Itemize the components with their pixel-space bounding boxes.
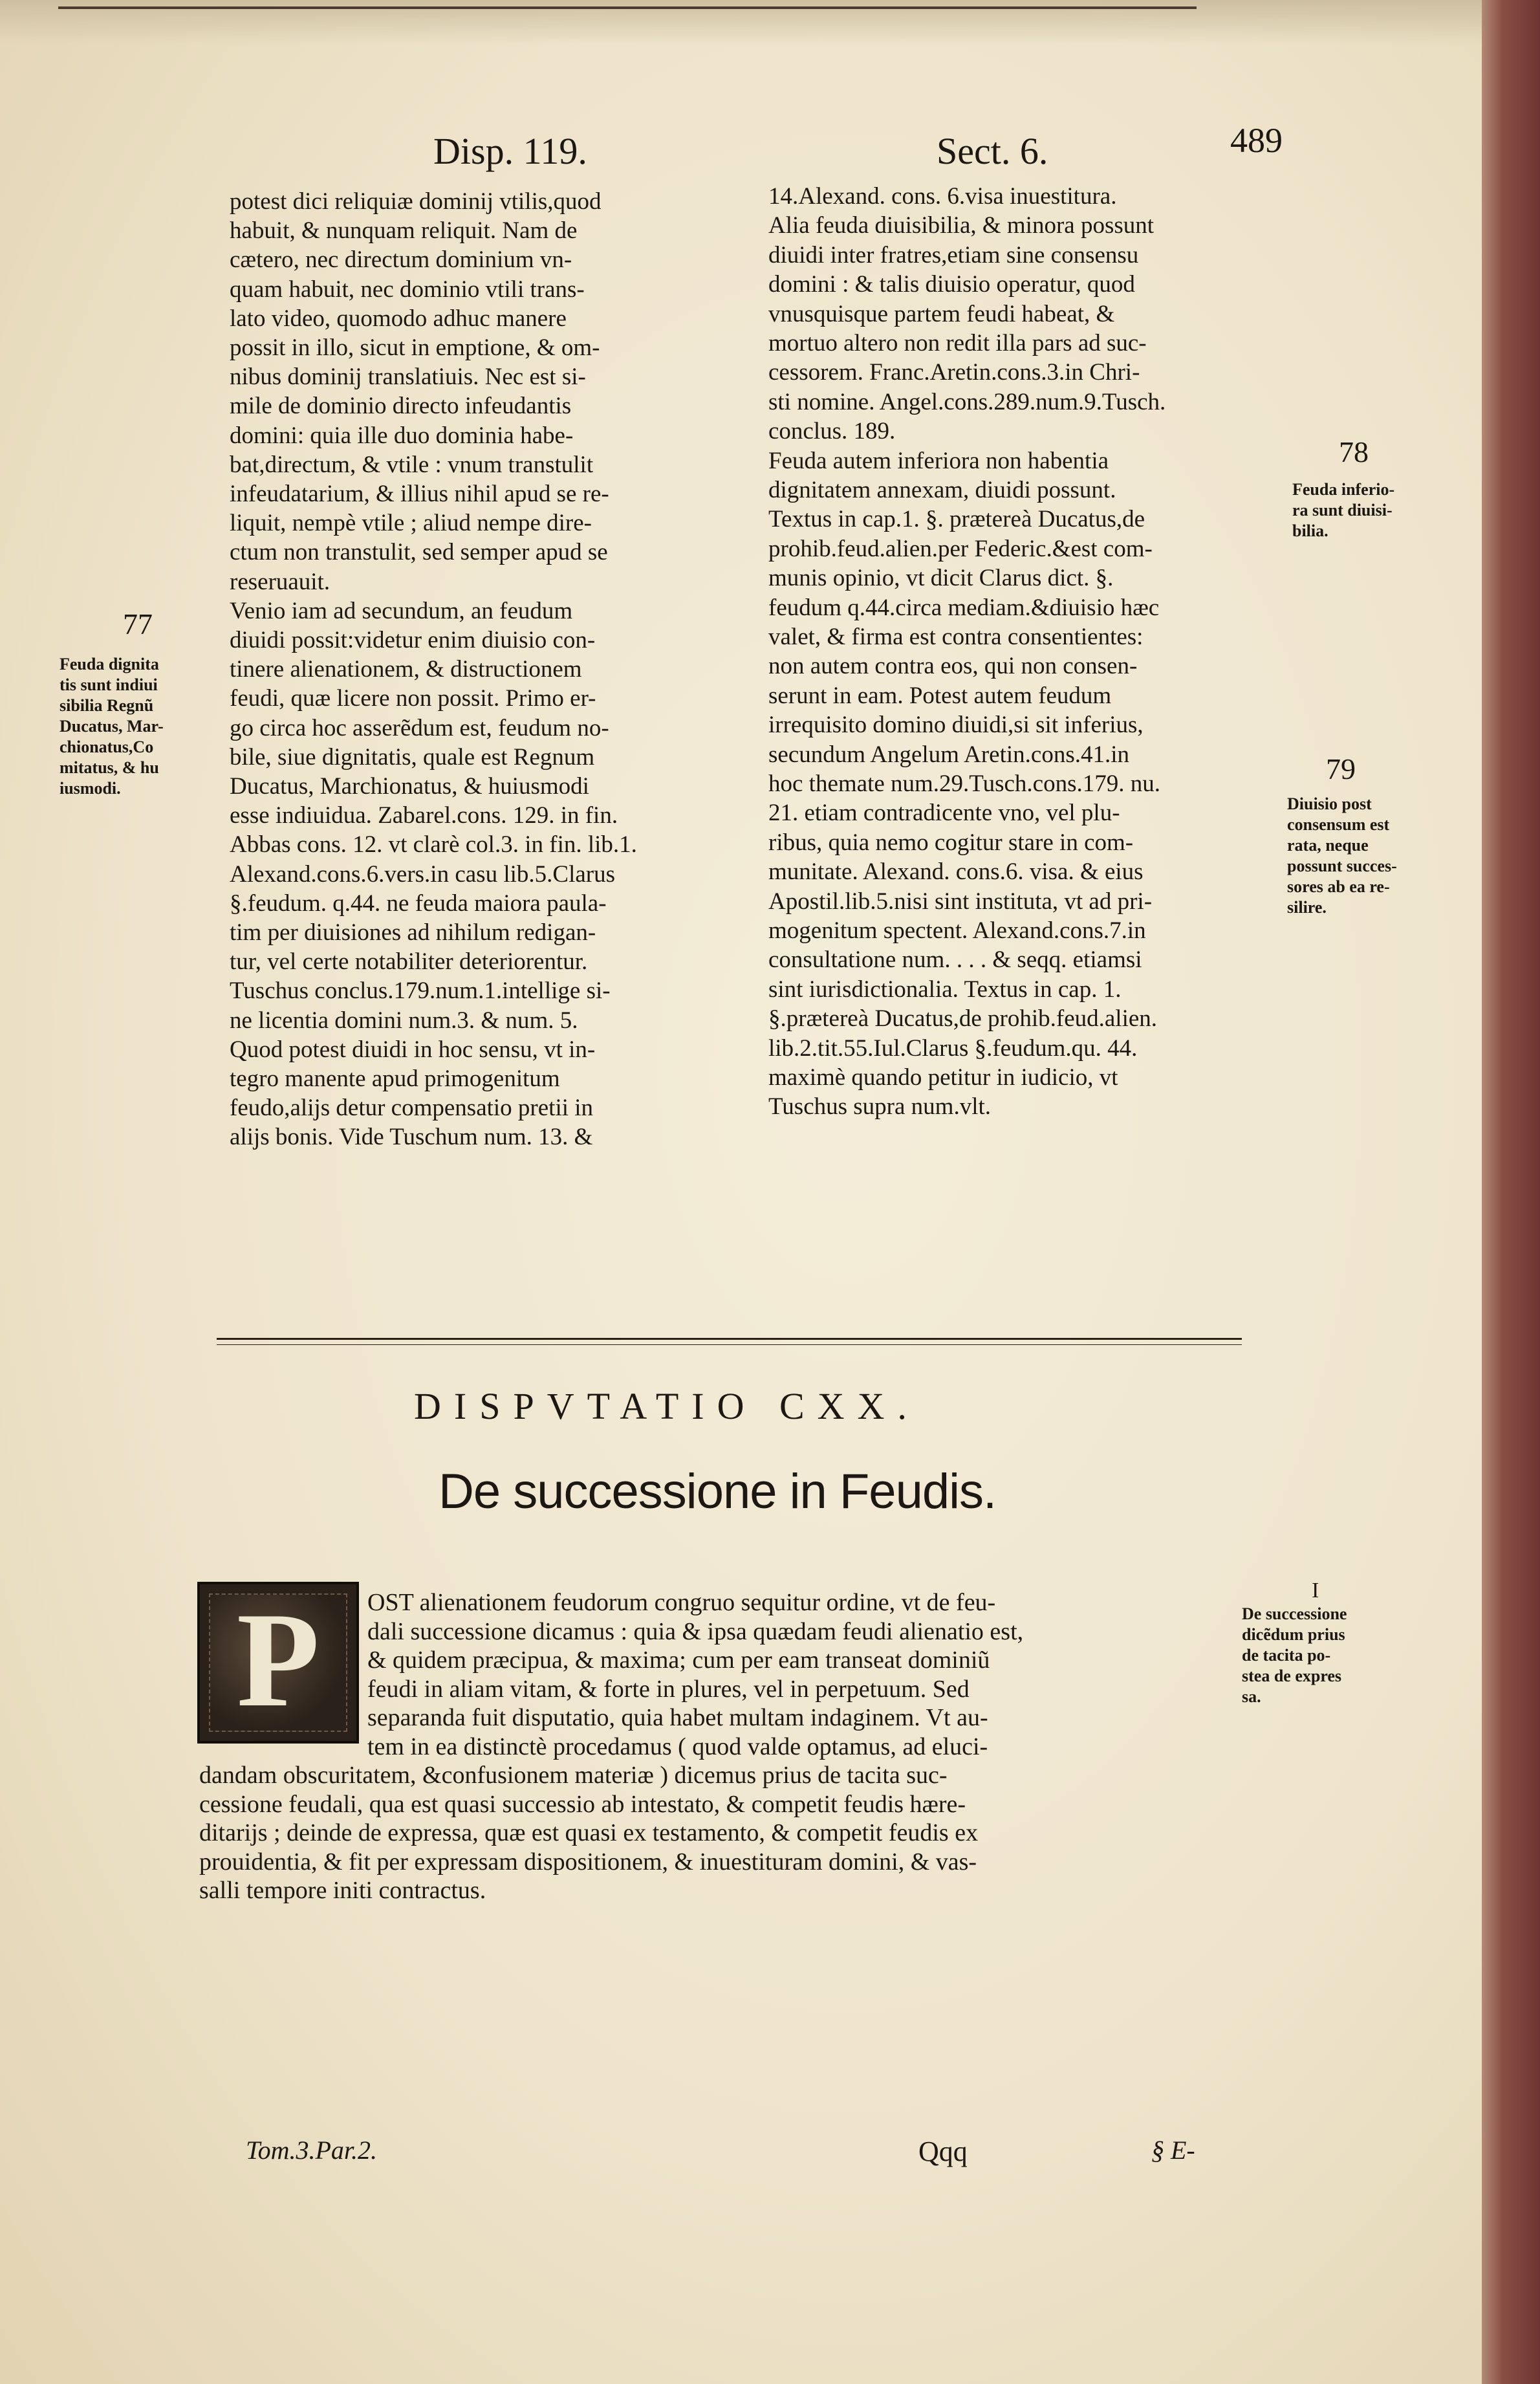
text-line: consultatione num. . . . & seqq. etiamsi bbox=[768, 946, 1142, 974]
text-line: cessione feudali, qua est quasi successio ab intestato, & competit feudis hære- bbox=[199, 1790, 966, 1818]
text-line: ne licentia domini num.3. & num. 5. bbox=[230, 1007, 578, 1034]
text-line: Ducatus, Marchionatus, & huiusmodi bbox=[230, 773, 589, 800]
text-line: domini: quia ille duo dominia habe- bbox=[230, 422, 574, 449]
margin-note-line: Ducatus, Mar- bbox=[60, 717, 164, 736]
text-line: non autem contra eos, qui non consen- bbox=[768, 653, 1138, 680]
text-line: §.prætereà Ducatus,de prohib.feud.alien. bbox=[768, 1005, 1158, 1033]
text-line: irrequisito domino diuidi,si sit inferius, bbox=[768, 712, 1144, 739]
text-line: mortuo altero non redit illa pars ad suc- bbox=[768, 330, 1147, 356]
margin-note-line: Diuisio post bbox=[1287, 794, 1372, 813]
margin-note-line: sibilia Regnũ bbox=[60, 696, 154, 715]
text-line: bile, siue dignitatis, quale est Regnum bbox=[230, 743, 595, 771]
text-line: reseruauit. bbox=[230, 568, 331, 595]
margin-note-line: rata, neque bbox=[1287, 836, 1369, 855]
text-line: mogenitum spectent. Alexand.cons.7.in bbox=[768, 917, 1146, 944]
text-line: ctum non transtulit, sed semper apud se bbox=[230, 539, 608, 566]
text-line: dali successione dicamus : quia & ipsa quædam feudi alienatio est, bbox=[367, 1617, 1024, 1645]
page-top-edge bbox=[58, 6, 1197, 9]
text-line: feudo,alijs detur compensatio pretii in bbox=[230, 1095, 594, 1122]
text-line: diuidi possit:videtur enim diuisio con- bbox=[230, 627, 596, 653]
text-line: sti nomine. Angel.cons.289.num.9.Tusch. bbox=[768, 388, 1166, 415]
text-line: Tuschus supra num.vlt. bbox=[768, 1093, 992, 1121]
text-line: potest dici reliquiæ dominij vtilis,quod bbox=[230, 188, 602, 215]
margin-note-line: dicẽdum prius bbox=[1242, 1625, 1345, 1644]
text-line: prouidentia, & fit per expressam dispositionem, & inuestituram domini, & vas- bbox=[199, 1848, 977, 1875]
margin-note-line: consensum est bbox=[1287, 815, 1390, 834]
disputation-subtitle: De successione in Feudis. bbox=[439, 1464, 997, 1519]
drop-cap-letter: P bbox=[236, 1585, 320, 1735]
margin-note-line: chionatus,Co bbox=[60, 738, 154, 756]
text-line: hoc themate num.29.Tusch.cons.179. nu. bbox=[768, 771, 1161, 797]
text-line: tur, vel certe notabiliter deteriorentur. bbox=[230, 948, 588, 976]
running-header-disputation: Disp. 119. bbox=[433, 130, 587, 172]
text-line: Abbas cons. 12. vt clarè col.3. in fin. lib.1. bbox=[230, 831, 637, 858]
text-line: maximè quando petitur in iudicio, vt bbox=[768, 1064, 1118, 1091]
margin-note-line: ra sunt diuisi- bbox=[1292, 501, 1393, 519]
text-line: vnusquisque partem feudi habeat, & bbox=[768, 300, 1115, 327]
margin-note-line: sa. bbox=[1242, 1687, 1261, 1706]
text-line: munis opinio, vt dicit Clarus dict. §. bbox=[768, 565, 1114, 592]
footer-signature: Qqq bbox=[918, 2136, 968, 2167]
text-line: 21. etiam contradicente vno, vel plu- bbox=[768, 800, 1120, 827]
margin-note-79-number: 79 bbox=[1326, 752, 1356, 785]
text-line: Textus in cap.1. §. prætereà Ducatus,de bbox=[768, 506, 1145, 533]
footer-catchword: § E- bbox=[1151, 2136, 1195, 2165]
decorated-initial-icon bbox=[197, 1582, 359, 1744]
margin-note-78-number: 78 bbox=[1339, 435, 1369, 468]
margin-note-line: iusmodi. bbox=[60, 779, 121, 798]
text-line: Tuschus conclus.179.num.1.intellige si- bbox=[230, 978, 611, 1005]
text-line: tem in ea distinctè procedamus ( quod valde optamus, ad eluci- bbox=[367, 1733, 988, 1760]
text-line: tim per diuisiones ad nihilum redigan- bbox=[230, 919, 596, 946]
text-line: go circa hoc asserẽdum est, feudum no- bbox=[230, 714, 609, 741]
text-line: habuit, & nunquam reliquit. Nam de bbox=[230, 217, 578, 245]
text-line: sint iurisdictionalia. Textus in cap. 1. bbox=[768, 976, 1122, 1003]
margin-note-line: possunt succes- bbox=[1287, 857, 1397, 875]
text-line: Quod potest diuidi in hoc sensu, vt in- bbox=[230, 1036, 596, 1063]
text-line: possit in illo, sicut in emptione, & om- bbox=[230, 334, 600, 361]
text-line: infeudatarium, & illius nihil apud se re- bbox=[230, 481, 609, 507]
text-line: secundum Angelum Aretin.cons.41.in bbox=[768, 741, 1130, 768]
margin-note-line: tis sunt indiui bbox=[60, 675, 158, 694]
text-line: tegro manente apud primogenitum bbox=[230, 1066, 560, 1092]
margin-note-line: stea de expres bbox=[1242, 1667, 1342, 1685]
text-line: §.feudum. q.44. ne feuda maiora paula- bbox=[230, 890, 607, 917]
text-line: salli tempore initi contractus. bbox=[199, 1877, 486, 1904]
text-line: ditarijs ; deinde de expressa, quæ est quasi ex testamento, & competit feudis ex bbox=[199, 1819, 979, 1846]
margin-note-77-number: 77 bbox=[123, 607, 153, 640]
text-line: & quidem præcipua, & maxima; cum per eam transeat dominiũ bbox=[367, 1646, 990, 1674]
text-line: quam habuit, nec dominio vtili trans- bbox=[230, 276, 585, 303]
text-line: Apostil.lib.5.nisi sint instituta, vt ad pri- bbox=[768, 888, 1153, 915]
text-line: cætero, nec directum dominium vn- bbox=[230, 246, 572, 274]
page-number: 489 bbox=[1230, 121, 1283, 160]
text-line: lato video, quomodo adhuc manere bbox=[230, 305, 567, 332]
text-line: feudi in aliam vitam, & forte in plures, vel in perpetuum. Sed bbox=[367, 1675, 970, 1703]
text-line: conclus. 189. bbox=[768, 418, 896, 445]
footer-volume: Tom.3.Par.2. bbox=[246, 2136, 378, 2165]
margin-note-line: silire. bbox=[1287, 898, 1327, 917]
text-line: Venio iam ad secundum, an feudum bbox=[230, 597, 573, 624]
margin-note-line: De successione bbox=[1242, 1604, 1347, 1623]
text-line: diuidi inter fratres,etiam sine consensu bbox=[768, 241, 1139, 268]
text-line: domini : & talis diuisio operatur, quod bbox=[768, 271, 1135, 298]
text-line: ribus, quia nemo cogitur stare in com- bbox=[768, 829, 1134, 856]
text-line: prohib.feud.alien.per Federic.&est com- bbox=[768, 535, 1153, 562]
margin-note-line: Feuda dignita bbox=[60, 655, 159, 673]
text-line: feudi, quæ licere non possit. Primo er- bbox=[230, 685, 596, 712]
margin-note-line: sores ab ea re- bbox=[1287, 877, 1390, 896]
disputation-title: DISPVTATIO CXX. bbox=[414, 1385, 920, 1427]
text-line: serunt in eam. Potest autem feudum bbox=[768, 682, 1112, 709]
text-line: mile de dominio directo infeudantis bbox=[230, 393, 572, 420]
text-line: esse indiuidua. Zabarel.cons. 129. in fin. bbox=[230, 802, 618, 829]
text-line: dignitatem annexam, diuidi possunt. bbox=[768, 477, 1116, 503]
text-line: dandam obscuritatem, &confusionem materiæ ) dicemus prius de tacita suc- bbox=[199, 1762, 948, 1789]
book-spine-edge bbox=[1482, 0, 1540, 2384]
text-line: Alia feuda diuisibilia, & minora possunt bbox=[768, 212, 1155, 239]
text-line: 14.Alexand. cons. 6.visa inuestitura. bbox=[768, 183, 1117, 210]
text-line: Alexand.cons.6.vers.in casu lib.5.Clarus bbox=[230, 860, 615, 888]
margin-note-line: mitatus, & hu bbox=[60, 758, 159, 777]
text-line: munitate. Alexand. cons.6. visa. & eius bbox=[768, 858, 1144, 886]
text-line: valet, & firma est contra consentientes: bbox=[768, 624, 1144, 650]
text-line: lib.2.tit.55.Iul.Clarus §.feudum.qu. 44. bbox=[768, 1034, 1138, 1062]
text-line: bat,directum, & vtile : vnum transtulit bbox=[230, 451, 594, 478]
running-header-section: Sect. 6. bbox=[937, 130, 1048, 172]
margin-note-line: de tacita po- bbox=[1242, 1646, 1331, 1665]
text-line: OST alienationem feudorum congruo sequitur ordine, vt de feu- bbox=[367, 1589, 996, 1616]
text-line: cessorem. Franc.Aretin.cons.3.in Chri- bbox=[768, 359, 1140, 386]
text-line: liquit, nempè vtile ; aliud nempe dire- bbox=[230, 510, 592, 537]
text-line: tinere alienationem, & distructionem bbox=[230, 656, 582, 683]
margin-note-line: bilia. bbox=[1292, 521, 1329, 540]
section-separator-rule bbox=[217, 1338, 1242, 1345]
text-line: alijs bonis. Vide Tuschum num. 13. & bbox=[230, 1124, 593, 1151]
text-line: Feuda autem inferiora non habentia bbox=[768, 447, 1109, 474]
text-line: feudum q.44.circa mediam.&diuisio hæc bbox=[768, 594, 1160, 621]
text-line: nibus dominij translatiuis. Nec est si- bbox=[230, 364, 586, 391]
margin-note-line: Feuda inferio- bbox=[1292, 480, 1395, 499]
margin-note-1-number: I bbox=[1312, 1579, 1319, 1602]
text-line: separanda fuit disputatio, quia habet multam indaginem. Vt au- bbox=[367, 1704, 988, 1731]
